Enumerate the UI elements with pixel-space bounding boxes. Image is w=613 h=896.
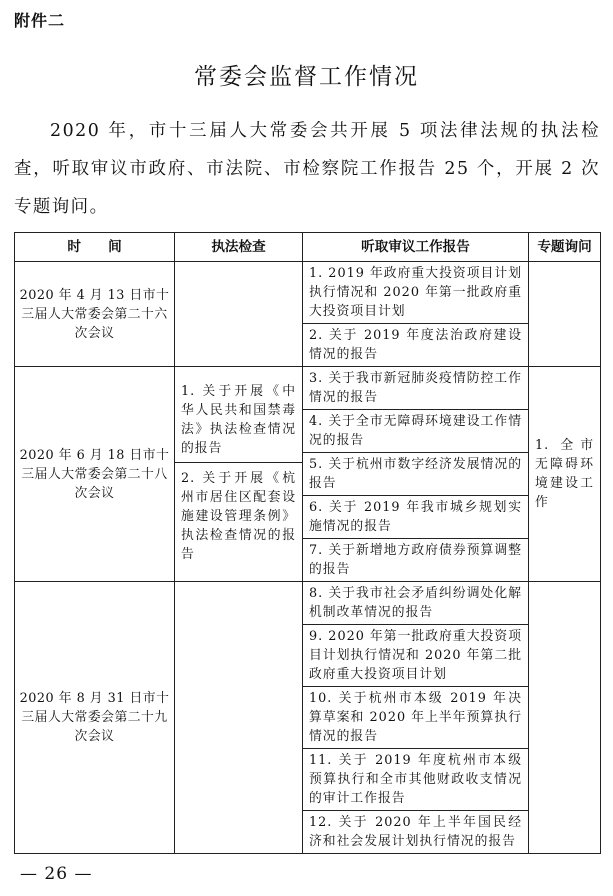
report-item: 12. 关于 2020 年上半年国民经济和社会发展计划执行情况的报告: [303, 811, 529, 854]
report-group: [303, 367, 529, 582]
session-time: 2020 年 8 月 31 日市十三届人大常委会第二十九次会议: [15, 582, 175, 854]
inquiry-item: 1. 全市无障碍环境建设工作: [529, 367, 601, 582]
page-title: 常委会监督工作情况: [194, 64, 419, 90]
inquiry-cell-empty: [529, 262, 601, 367]
report-item: 3. 关于我市新冠肺炎疫情防控工作情况的报告: [309, 371, 522, 405]
supervision-table: [14, 232, 601, 854]
header-inquiry: 专题询问: [529, 233, 601, 262]
law-inspection-item: 1. 关于开展《中华人民共和国禁毒法》执法检查情况的报告: [181, 383, 296, 456]
report-item: 11. 关于 2019 年度杭州市本级预算执行和全市其他财政收支情况的审计工作报告: [303, 749, 529, 811]
report-item: 9. 2020 年第一批政府重大投资项目计划执行情况和 2020 年第二批政府重大投资项目计划: [303, 625, 529, 687]
report-item: 5. 关于杭州市数字经济发展情况的报告: [303, 452, 528, 495]
law-inspection-cell-empty: [175, 262, 303, 367]
report-item: 10. 关于杭州市本级 2019 年决算草案和 2020 年上半年预算执行情况的报告: [303, 687, 529, 749]
law-inspection-cell-empty: [175, 582, 303, 854]
header-time: 时 间: [15, 233, 175, 262]
report-item: 7. 关于新增地方政府债券预算调整的报告: [303, 538, 528, 581]
inquiry-cell-empty: [529, 582, 601, 854]
table-row: [15, 367, 601, 582]
header-law-inspection: 执法检查: [175, 233, 303, 262]
table-row: [15, 262, 601, 324]
report-item: 1. 2019 年政府重大投资项目计划执行情况和 2020 年第一批政府重大投资项目计划: [303, 262, 529, 324]
report-item: 2. 关于 2019 年度法治政府建设情况的报告: [303, 324, 529, 367]
session-time: 2020 年 6 月 18 日市十三届人大常委会第二十八次会议: [15, 367, 175, 582]
table-row: [15, 582, 601, 625]
header-reports: 听取审议工作报告: [303, 233, 529, 262]
report-item: 6. 关于 2019 年我市城乡规划实施情况的报告: [303, 495, 528, 538]
law-inspection-item: 2. 关于开展《杭州市居住区配套设施建设管理条例》执法检查情况的报告: [175, 462, 302, 570]
report-item: 4. 关于全市无障碍环境建设工作情况的报告: [303, 409, 528, 452]
page-number: — 26 —: [20, 864, 93, 884]
session-time: 2020 年 4 月 13 日市十三届人大常委会第二十六次会议: [15, 262, 175, 367]
intro-paragraph: 2020 年，市十三届人大常委会共开展 5 项法律法规的执法检查，听取审议市政府、市法院、市检察院工作报告 25 个，开展 2 次专题询问。: [14, 121, 600, 217]
report-item: 8. 关于我市社会矛盾纠纷调处化解机制改革情况的报告: [303, 582, 529, 625]
law-inspection-group: [175, 367, 303, 582]
table-header-row: [15, 233, 601, 262]
attachment-label: 附件二: [14, 11, 66, 30]
